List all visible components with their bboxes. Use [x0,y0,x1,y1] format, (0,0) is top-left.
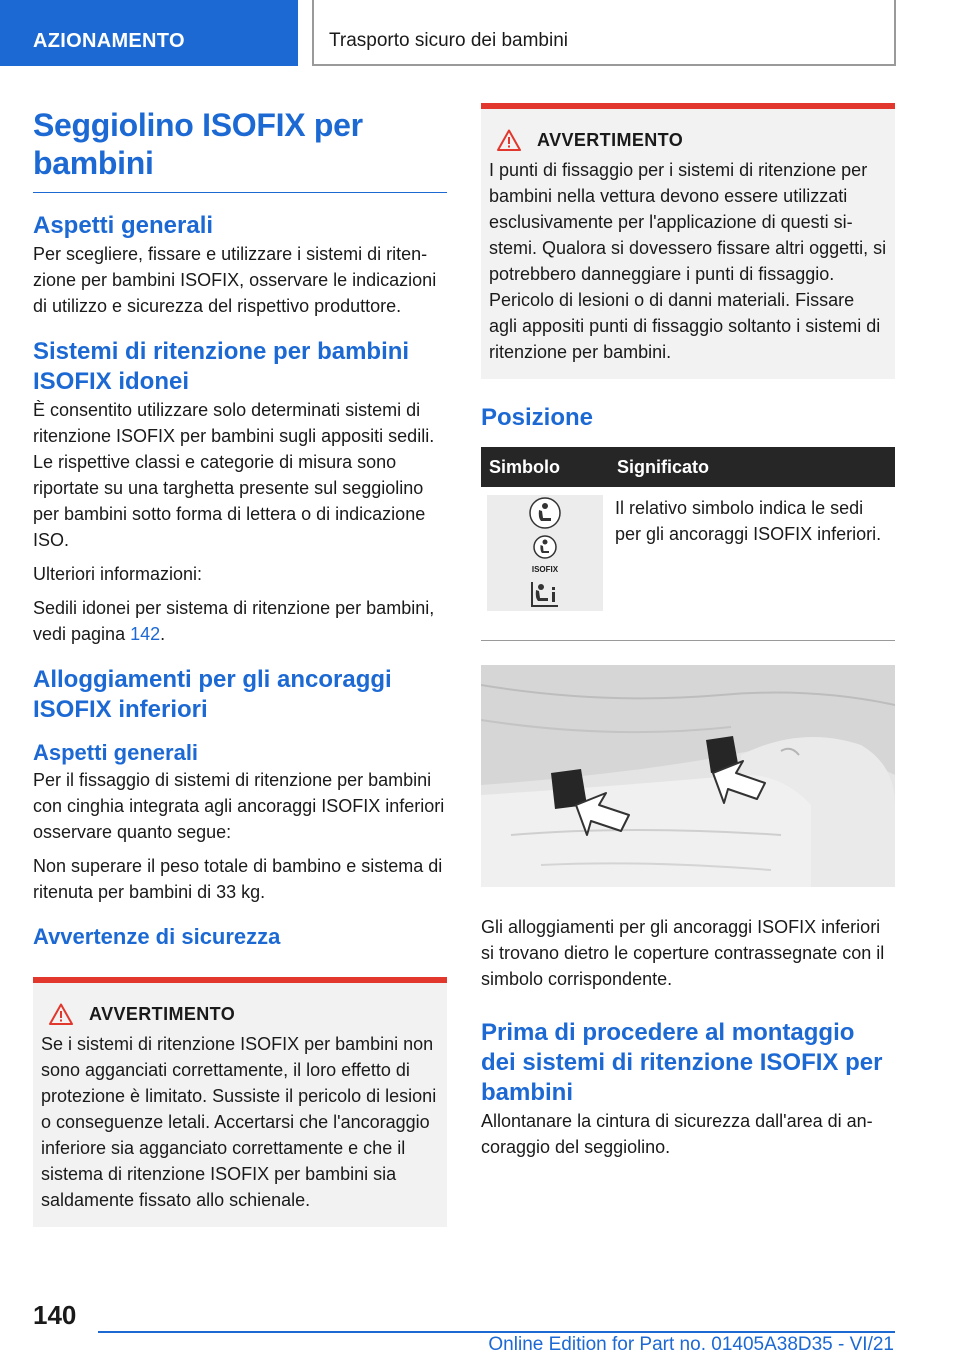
warning-title: AVVERTIMENTO [497,129,887,151]
table-header-meaning: Significato [609,447,895,487]
isofix-label: ISOFIX [531,565,559,574]
warning-triangle-icon [497,129,521,151]
section-tab: AZIONAMENTO [0,0,298,66]
child-seat-icon [528,496,562,530]
chapter-title: Trasporto sicuro dei bambini [312,0,896,66]
isofix-info-icon [528,578,562,610]
table-row [481,487,895,619]
isofix-seat-image [481,665,895,887]
symbol-table [481,447,895,619]
table-divider [481,619,895,641]
page-header [0,0,960,66]
table-header-symbol: Simbolo [481,447,609,487]
heading-sistemi-idonei: Sistemi di ritenzione per bambini ISOFIX idonei [33,338,410,395]
subheading-avvertenze: Avvertenze di sicurezza [33,924,281,949]
paragraph: È consentito utilizzare solo determinati sistemi di ritenzione ISOFIX per bambini sugli appositi sedili. Le rispettive classi e categorie di misura sono riportate su una targhetta presente sul seggiolino per bambini sotto forma di lettera o di indicazione ISO. [33,400,435,550]
paragraph: Allontanare la cintura di sicurezza dall'area di ancoraggio del seggiolino. [481,1111,873,1157]
table-header-row [481,447,895,487]
heading-alloggiamenti: Alloggiamenti per gli ancoraggi ISOFIX inferiori [33,666,392,723]
paragraph-reference: Sedili idonei per sistema di ritenzione per bambini, vedi pagina 142. [33,598,435,644]
paragraph: Non superare il peso totale di bambino e sistema di ritenuta per bambini di 33 kg. [33,856,443,902]
warning-box [33,977,447,1227]
page-link[interactable]: 142 [130,624,161,644]
heading-aspetti-generali: Aspetti generali [33,212,214,239]
page-number: 140 [33,1300,77,1330]
paragraph: Ulteriori informazioni: [33,564,203,584]
symbol-cell [481,487,609,619]
warning-box [481,103,895,379]
image-caption: Gli alloggiamenti per gli ancoraggi ISOFIX inferiori si trovano dietro le coperture contrassegnate con il simbolo corrispondente. [481,917,885,989]
paragraph: Per il fissaggio di sistemi di ritenzione per bambini con cinghia integrata agli ancoraggi ISOFIX inferiori osservare quanto segue: [33,770,445,842]
edition-text: Online Edition for Part no. 01405A38D35 - VI/21 [488,1334,894,1355]
left-column [33,100,447,1227]
warning-text: Se i sistemi di ritenzione ISOFIX per bambini non sono agganciati correttamente, il loro effetto di protezione è limitato. Sussiste il pericolo di lesioni o conseguenze letali. Accertarsi che l'ancoraggio inferiore sia agganciato correttamente e che il sistema di ritenzione ISOFIX per bambini sia saldamente fissato allo schienale. [41,1034,437,1210]
heading-posizione: Posizione [481,404,594,431]
isofix-symbols [487,495,603,611]
footer-divider [98,1331,895,1333]
subheading-aspetti-generali: Aspetti generali [33,740,199,765]
heading-prima-di-procedere: Prima di procedere al montaggio dei sistemi di ritenzione ISOFIX per bambini [481,1019,883,1106]
page-title: Seggiolino ISOFIX per bambini [33,100,447,193]
isofix-child-seat-icon [528,534,562,564]
warning-title: AVVERTIMENTO [49,1003,439,1025]
warning-text: I punti di fissaggio per i sistemi di ritenzione per bambini nella vettura devono essere utilizzati esclusivamente per l'applicazione di questi sistemi. Qualora si dovessero fissare altri oggetti, si potrebbero danneggiare i punti di fissaggio. Pericolo di lesioni o di danni materiali. Fissare agli appositi punti di fissaggio soltanto i sistemi di ritenzione per bambini. [489,160,887,362]
warning-triangle-icon [49,1003,73,1025]
right-column [481,103,895,1160]
paragraph: Per scegliere, fissare e utilizzare i sistemi di ritenzione per bambini ISOFIX, osservare le indicazioni di utilizzo e sicurezza del rispettivo produttore. [33,244,437,316]
meaning-cell: Il relativo simbolo indica le sedi per gli ancoraggi ISOFIX inferiori. [615,498,882,544]
